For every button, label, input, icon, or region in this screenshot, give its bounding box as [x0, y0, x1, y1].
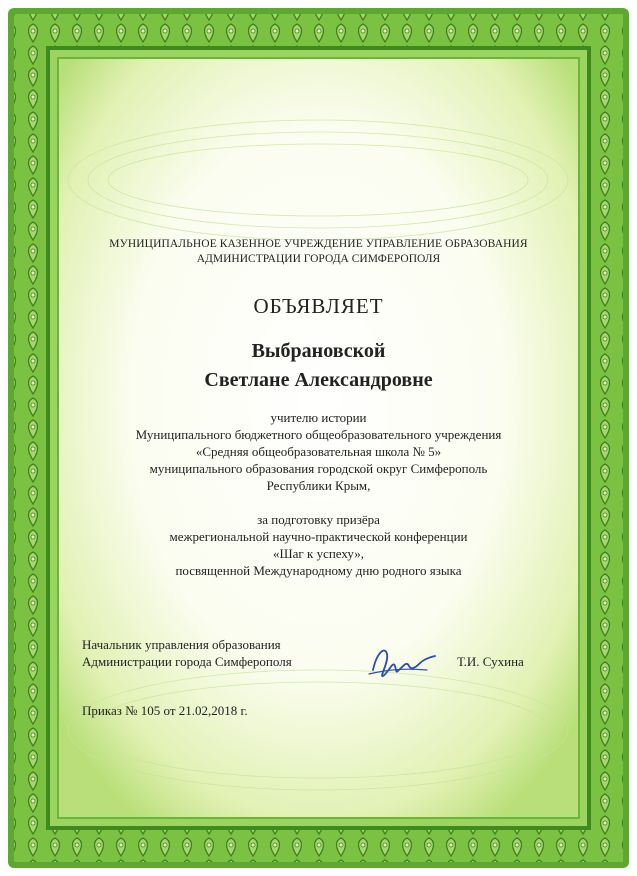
role-line: муниципального образования городской округ Симферополь	[149, 461, 488, 476]
role-line: Республики Крым,	[266, 478, 371, 493]
reason-line: «Шаг к успеху»,	[273, 546, 364, 561]
issuer-line-2: АДМИНИСТРАЦИИ ГОРОДА СИМФЕРОПОЛЯ	[196, 253, 441, 265]
reason-line: посвященной Международному дню родного языка	[175, 563, 462, 578]
recipient-given-name: Светлане Александровне	[204, 369, 433, 391]
issuer-line-1: МУНИЦИПАЛЬНОЕ КАЗЕННОЕ УЧРЕЖДЕНИЕ УПРАВЛЕНИЕ ОБРАЗОВАНИЯ	[109, 238, 528, 250]
order-number: Приказ № 105 от 21.02,2018 г.	[82, 703, 248, 718]
signatory-title-line-1: Начальник управления образования	[82, 637, 281, 652]
recipient-surname: Выбрановской	[251, 340, 386, 362]
role-line: учителю истории	[270, 410, 367, 425]
role-line: «Средняя общеобразовательная школа № 5»	[195, 444, 442, 459]
reason-line: межрегиональной научно-практической конференции	[169, 529, 468, 544]
signatory-title-line-2: Администрации города Симферополя	[82, 654, 292, 669]
role-line: Муниципального бюджетного общеобразовательного учреждения	[135, 427, 502, 442]
signer-name: Т.И. Сухина	[457, 654, 524, 669]
announce-text: ОБЪЯВЛЯЕТ	[253, 294, 384, 318]
handwritten-signature	[365, 640, 445, 685]
reason-line: за подготовку призёра	[257, 512, 380, 527]
